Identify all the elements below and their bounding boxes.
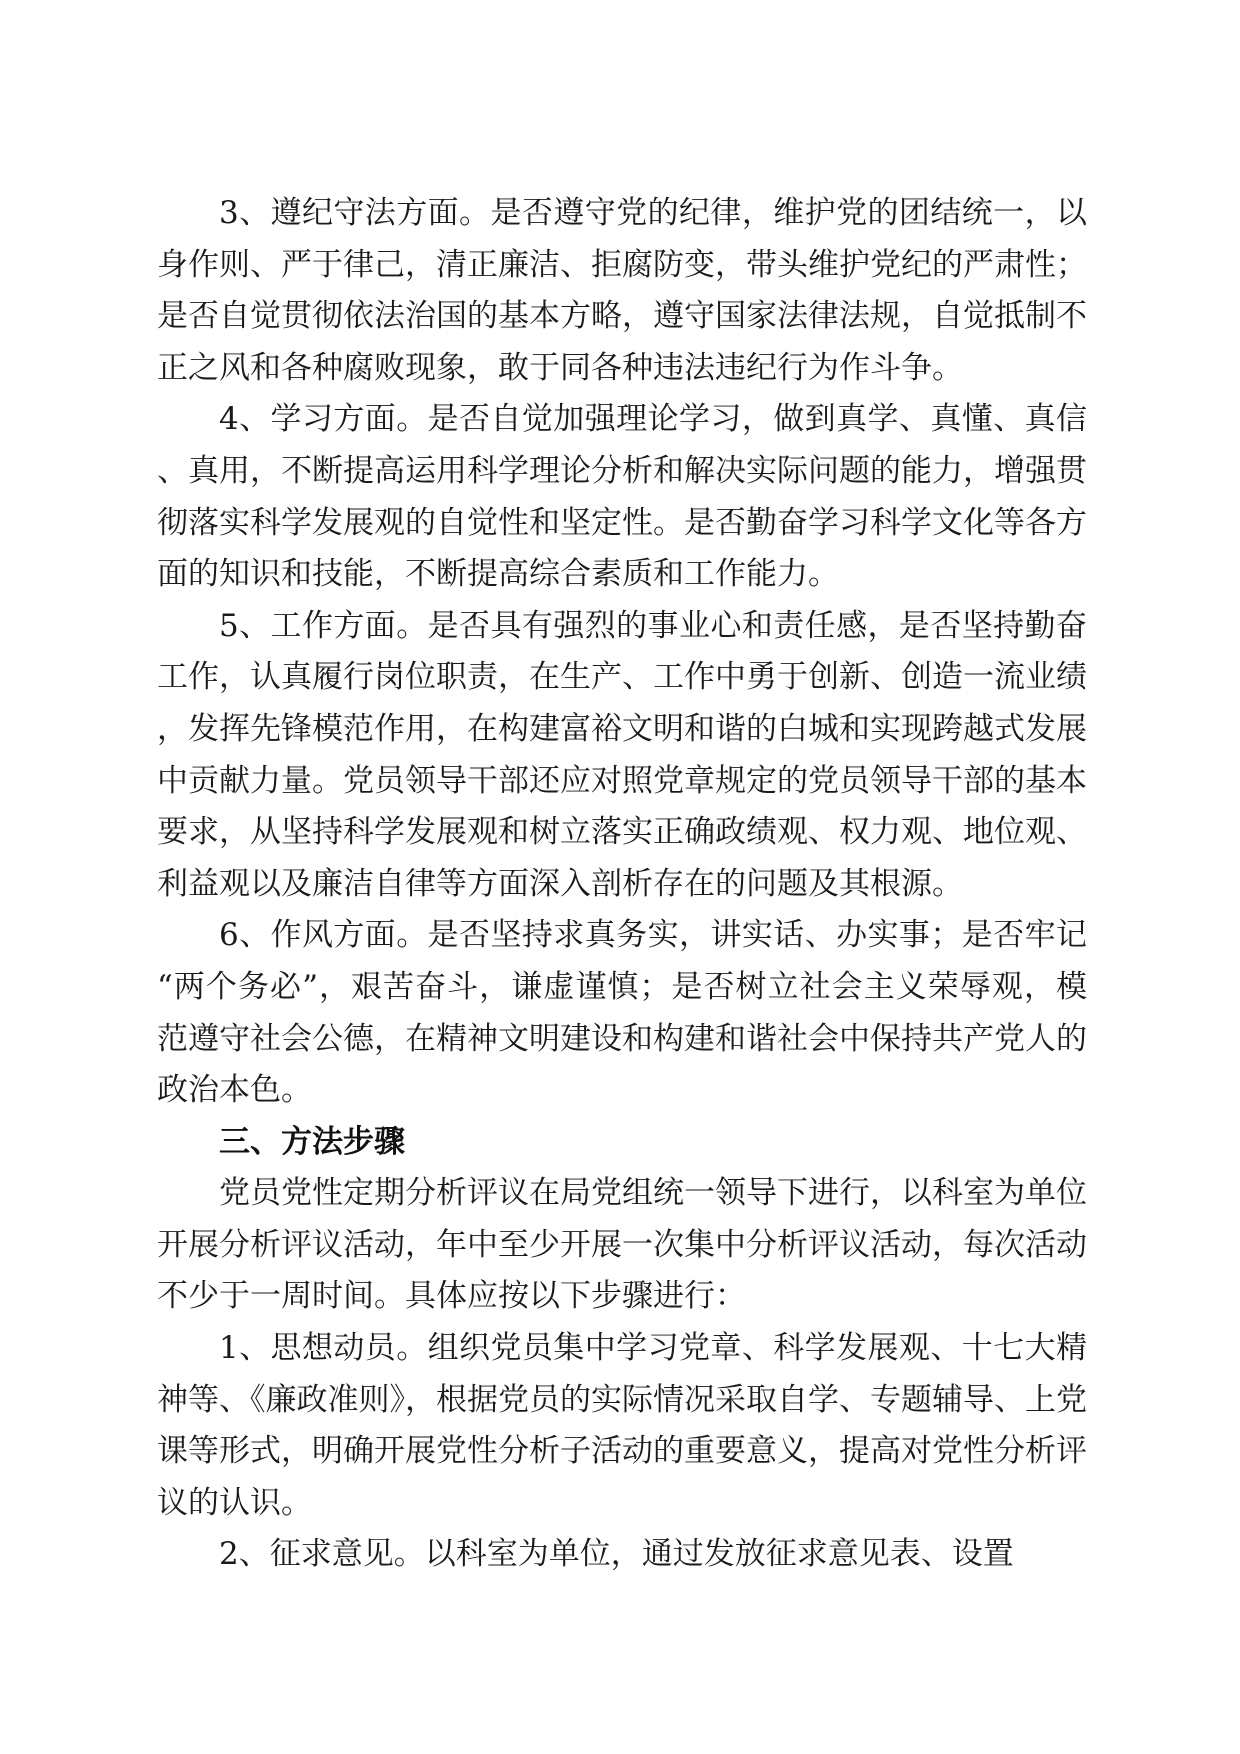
section-heading: 三、方法步骤 — [219, 1123, 405, 1160]
paragraph-discipline: 3、遵纪守法方面。是否遵守党的纪律，维护党的团结统一，以身作则、严于律己，清正廉洁、拒腐防变，带头维护党纪的严肃性；是否自觉贯彻依法治国的基本方略，遵守国家法律法规，自觉抵制不正之风和各种腐败现象，敢于同各种违法违纪行为作斗争。 — [157, 195, 1087, 386]
paragraph-style: 6、作风方面。是否坚持求真务实，讲实话、办实事；是否牢记“两个务必”，艰苦奋斗，谦虚谨慎；是否树立社会主义荣辱观，模范遵守社会公德，在精神文明建设和构建和谐社会中保持共产党人的政治本色。 — [157, 917, 1087, 1109]
paragraph-work: 5、工作方面。是否具有强烈的事业心和责任感，是否坚持勤奋工作，认真履行岗位职责，在生产、工作中勇于创新、创造一流业绩，发挥先锋模范作用，在构建富裕文明和谐的白城和实现跨越式发展中贡献力量。党员领导干部还应对照党章规定的党员领导干部的基本要求，从坚持科学发展观和树立落实正确政绩观、权力观、地位观、利益观以及廉洁自律等方面深入剖析存在的问题及其根源。 — [157, 607, 1087, 902]
document-body — [157, 188, 1087, 1581]
paragraph-mobilization: 1、思想动员。组织党员集中学习党章、科学发展观、十七大精神等、《廉政准则》，根据党员的实际情况采取自学、专题辅导、上党课等形式，明确开展党性分析子活动的重要意义，提高对党性分析评议的认识。 — [157, 1330, 1087, 1521]
paragraph-method-intro: 党员党性定期分析评议在局党组统一领导下进行，以科室为单位开展分析评议活动，年中至少开展一次集中分析评议活动，每次活动不少于一周时间。具体应按以下步骤进行： — [157, 1175, 1087, 1315]
paragraph-study: 4、学习方面。是否自觉加强理论学习，做到真学、真懂、真信、真用，不断提高运用科学理论分析和解决实际问题的能力，增强贯彻落实科学发展观的自觉性和坚定性。是否勤奋学习科学文化等各方面的知识和技能，不断提高综合素质和工作能力。 — [157, 401, 1087, 593]
paragraph-solicit-opinions: 2、征求意见。以科室为单位，通过发放征求意见表、设置 — [219, 1536, 1014, 1573]
